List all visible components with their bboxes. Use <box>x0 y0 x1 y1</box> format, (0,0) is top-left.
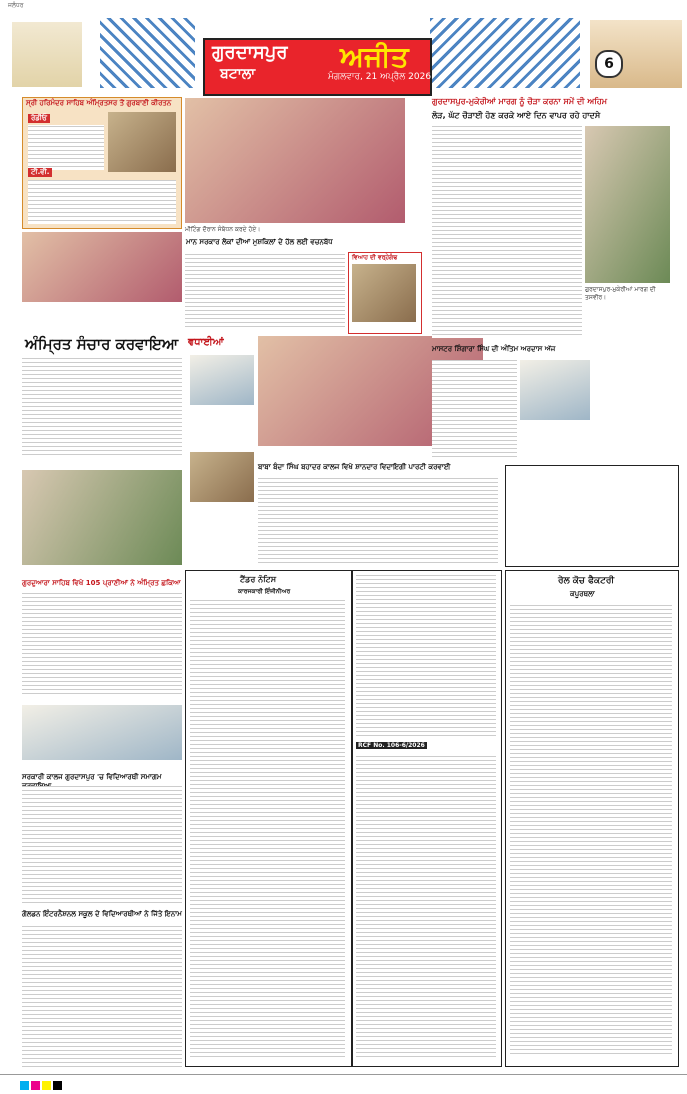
kirtan-radio-label: ਰੇਡੀਓ <box>28 114 50 123</box>
tender-center-body <box>356 574 496 739</box>
tender-ref-number: RCF No. 106-6/2026 <box>358 742 425 749</box>
road-caption: ਗੁਰਦਾਸਪੁਰ-ਮੁਕੇਰੀਆਂ ਮਾਰਗ ਦੀ ਤਸਵੀਰ। <box>585 286 656 301</box>
edition-subtitle: ਬਟਾਲਾ <box>220 66 256 82</box>
tender-left-body <box>190 600 345 1060</box>
issue-date: ਮੰਗਲਵਾਰ, 21 ਅਪ੍ਰੈਲ 2026 <box>328 72 432 82</box>
kirtan-tv-label: ਟੀ.ਵੀ. <box>28 168 52 177</box>
tender-right-subtitle: ਕਪੂਰਥਲਾ <box>570 590 595 598</box>
tribute-heading: ਮਾਸਟਰ ਸ਼ਿੰਗਾਰਾ ਸਿੰਘ ਦੀ ਅੰਤਿਮ ਅਰਦਾਸ ਅੱਜ <box>432 345 556 353</box>
gathering-caption: ਮੀਟਿੰਗ ਦੌਰਾਨ ਸੰਬੋਧਨ ਕਰਦੇ ਹੋਏ। <box>185 226 261 233</box>
gurdwara-photo <box>22 470 182 565</box>
tribute-story <box>432 360 517 460</box>
school-heading: ਗੋਲਡਨ ਇੰਟਰਨੈਸ਼ਨਲ ਸਕੂਲ ਦੇ ਵਿਦਿਆਰਥੀਆਂ ਨੇ ਜਿੱਤੇ ਇਨਾਮ <box>22 910 182 918</box>
print-color-strip <box>0 1074 687 1090</box>
golden-temple-photo <box>108 112 176 172</box>
tender-right-title: ਰੇਲ ਕੋਚ ਫੈਕਟਰੀ <box>558 576 615 586</box>
greeting-label: ਵਧਾਈਆਂ <box>188 337 224 348</box>
temple-illustration-left <box>12 22 82 87</box>
wedding-label: ਵਿਆਹ ਦੀ ਵਰ੍ਹੇਗੰਢ <box>352 254 398 261</box>
amrit-heading: ਅੰਮ੍ਰਿਤ ਸੰਚਾਰ ਕਰਵਾਇਆ <box>25 335 179 353</box>
story-heading: ਮਾਨ ਸਰਕਾਰ ਲੋਕਾਂ ਦੀਆਂ ਮੁਸ਼ਕਿਲਾਂ ਦੇ ਹੱਲ ਲਈ ਵਚਨਬੱਧ <box>186 238 333 246</box>
kirtan-text-2 <box>28 180 176 224</box>
edition-name: ਗੁਰਦਾਸਪੁਰ <box>212 42 288 63</box>
tender-left-subtitle: ਕਾਰਜਕਾਰੀ ਇੰਜੀਨੀਅਰ <box>238 588 291 595</box>
college-story <box>22 786 182 906</box>
lead-heading-1: ਗੁਰਦਾਸਪੁਰ-ਮੁਕੇਰੀਆਂ ਮਾਰਗ ਨੂੰ ਚੌੜਾ ਕਰਨਾ ਸਮੇਂ ਦੀ ਅਹਿਮ <box>432 97 608 106</box>
page-number: 6 <box>595 50 623 78</box>
print-slug: ਜਲੰਧਰ <box>8 2 24 9</box>
amrit-story <box>22 358 182 458</box>
greeting-photo-1 <box>190 355 254 405</box>
greeting-photo-2 <box>190 452 254 502</box>
gurdwara-heading: ਗੁਰਦੁਆਰਾ ਸਾਹਿਬ ਵਿਖੇ 105 ਪ੍ਰਾਣੀਆਂ ਨੇ ਅੰਮ੍ਰਿਤ ਛਕਿਆ <box>22 579 181 587</box>
decor-pattern-right <box>430 18 580 88</box>
lead-story <box>432 126 582 338</box>
fashion-heading: ਬਾਬਾ ਬੰਦਾ ਸਿੰਘ ਬਹਾਦਰ ਕਾਲਜ ਵਿਖੇ ਸ਼ਾਨਦਾਰ ਵਿਦਾਇਗੀ ਪਾਰਟੀ ਕਰਵਾਈ <box>258 463 451 471</box>
school-story <box>22 925 182 1070</box>
gurdwara-story <box>22 592 182 697</box>
story-text <box>185 252 345 330</box>
notice-ad <box>505 465 679 567</box>
newspaper-name: ਅਜੀਤ <box>340 40 409 73</box>
tender-center-body-2 <box>356 755 496 1060</box>
college-photo <box>22 705 182 760</box>
kirtan-text <box>28 125 104 170</box>
kirtan-heading: ਸ੍ਰੀ ਹਰਿਮੰਦਰ ਸਾਹਿਬ ਅੰਮ੍ਰਿਤਸਰ ਤੋਂ ਗੁਰਬਾਣੀ ਕੀਰਤਨ <box>26 99 172 107</box>
gathering-photo <box>185 98 405 223</box>
road-photo <box>585 126 670 283</box>
lead-heading-2: ਲੋੜ, ਘੱਟ ਚੌੜਾਈ ਹੋਣ ਕਰਕੇ ਆਏ ਦਿਨ ਵਾਪਰ ਰਹੇ ਹਾਦਸੇ <box>432 111 601 120</box>
decor-pattern-left <box>100 18 195 88</box>
amrit-photo <box>22 232 182 302</box>
tender-left-title: ਟੈਂਡਰ ਨੋਟਿਸ <box>240 575 277 584</box>
wedding-photo <box>352 264 416 322</box>
college-heading: ਸਰਕਾਰੀ ਕਾਲਜ ਗੁਰਦਾਸਪੁਰ 'ਚ ਵਿਦਿਆਰਥੀ ਸਮਾਗਮ <box>22 773 162 781</box>
tribute-photo <box>520 360 590 420</box>
fashion-story <box>258 476 498 566</box>
tender-right-body <box>510 602 672 1057</box>
